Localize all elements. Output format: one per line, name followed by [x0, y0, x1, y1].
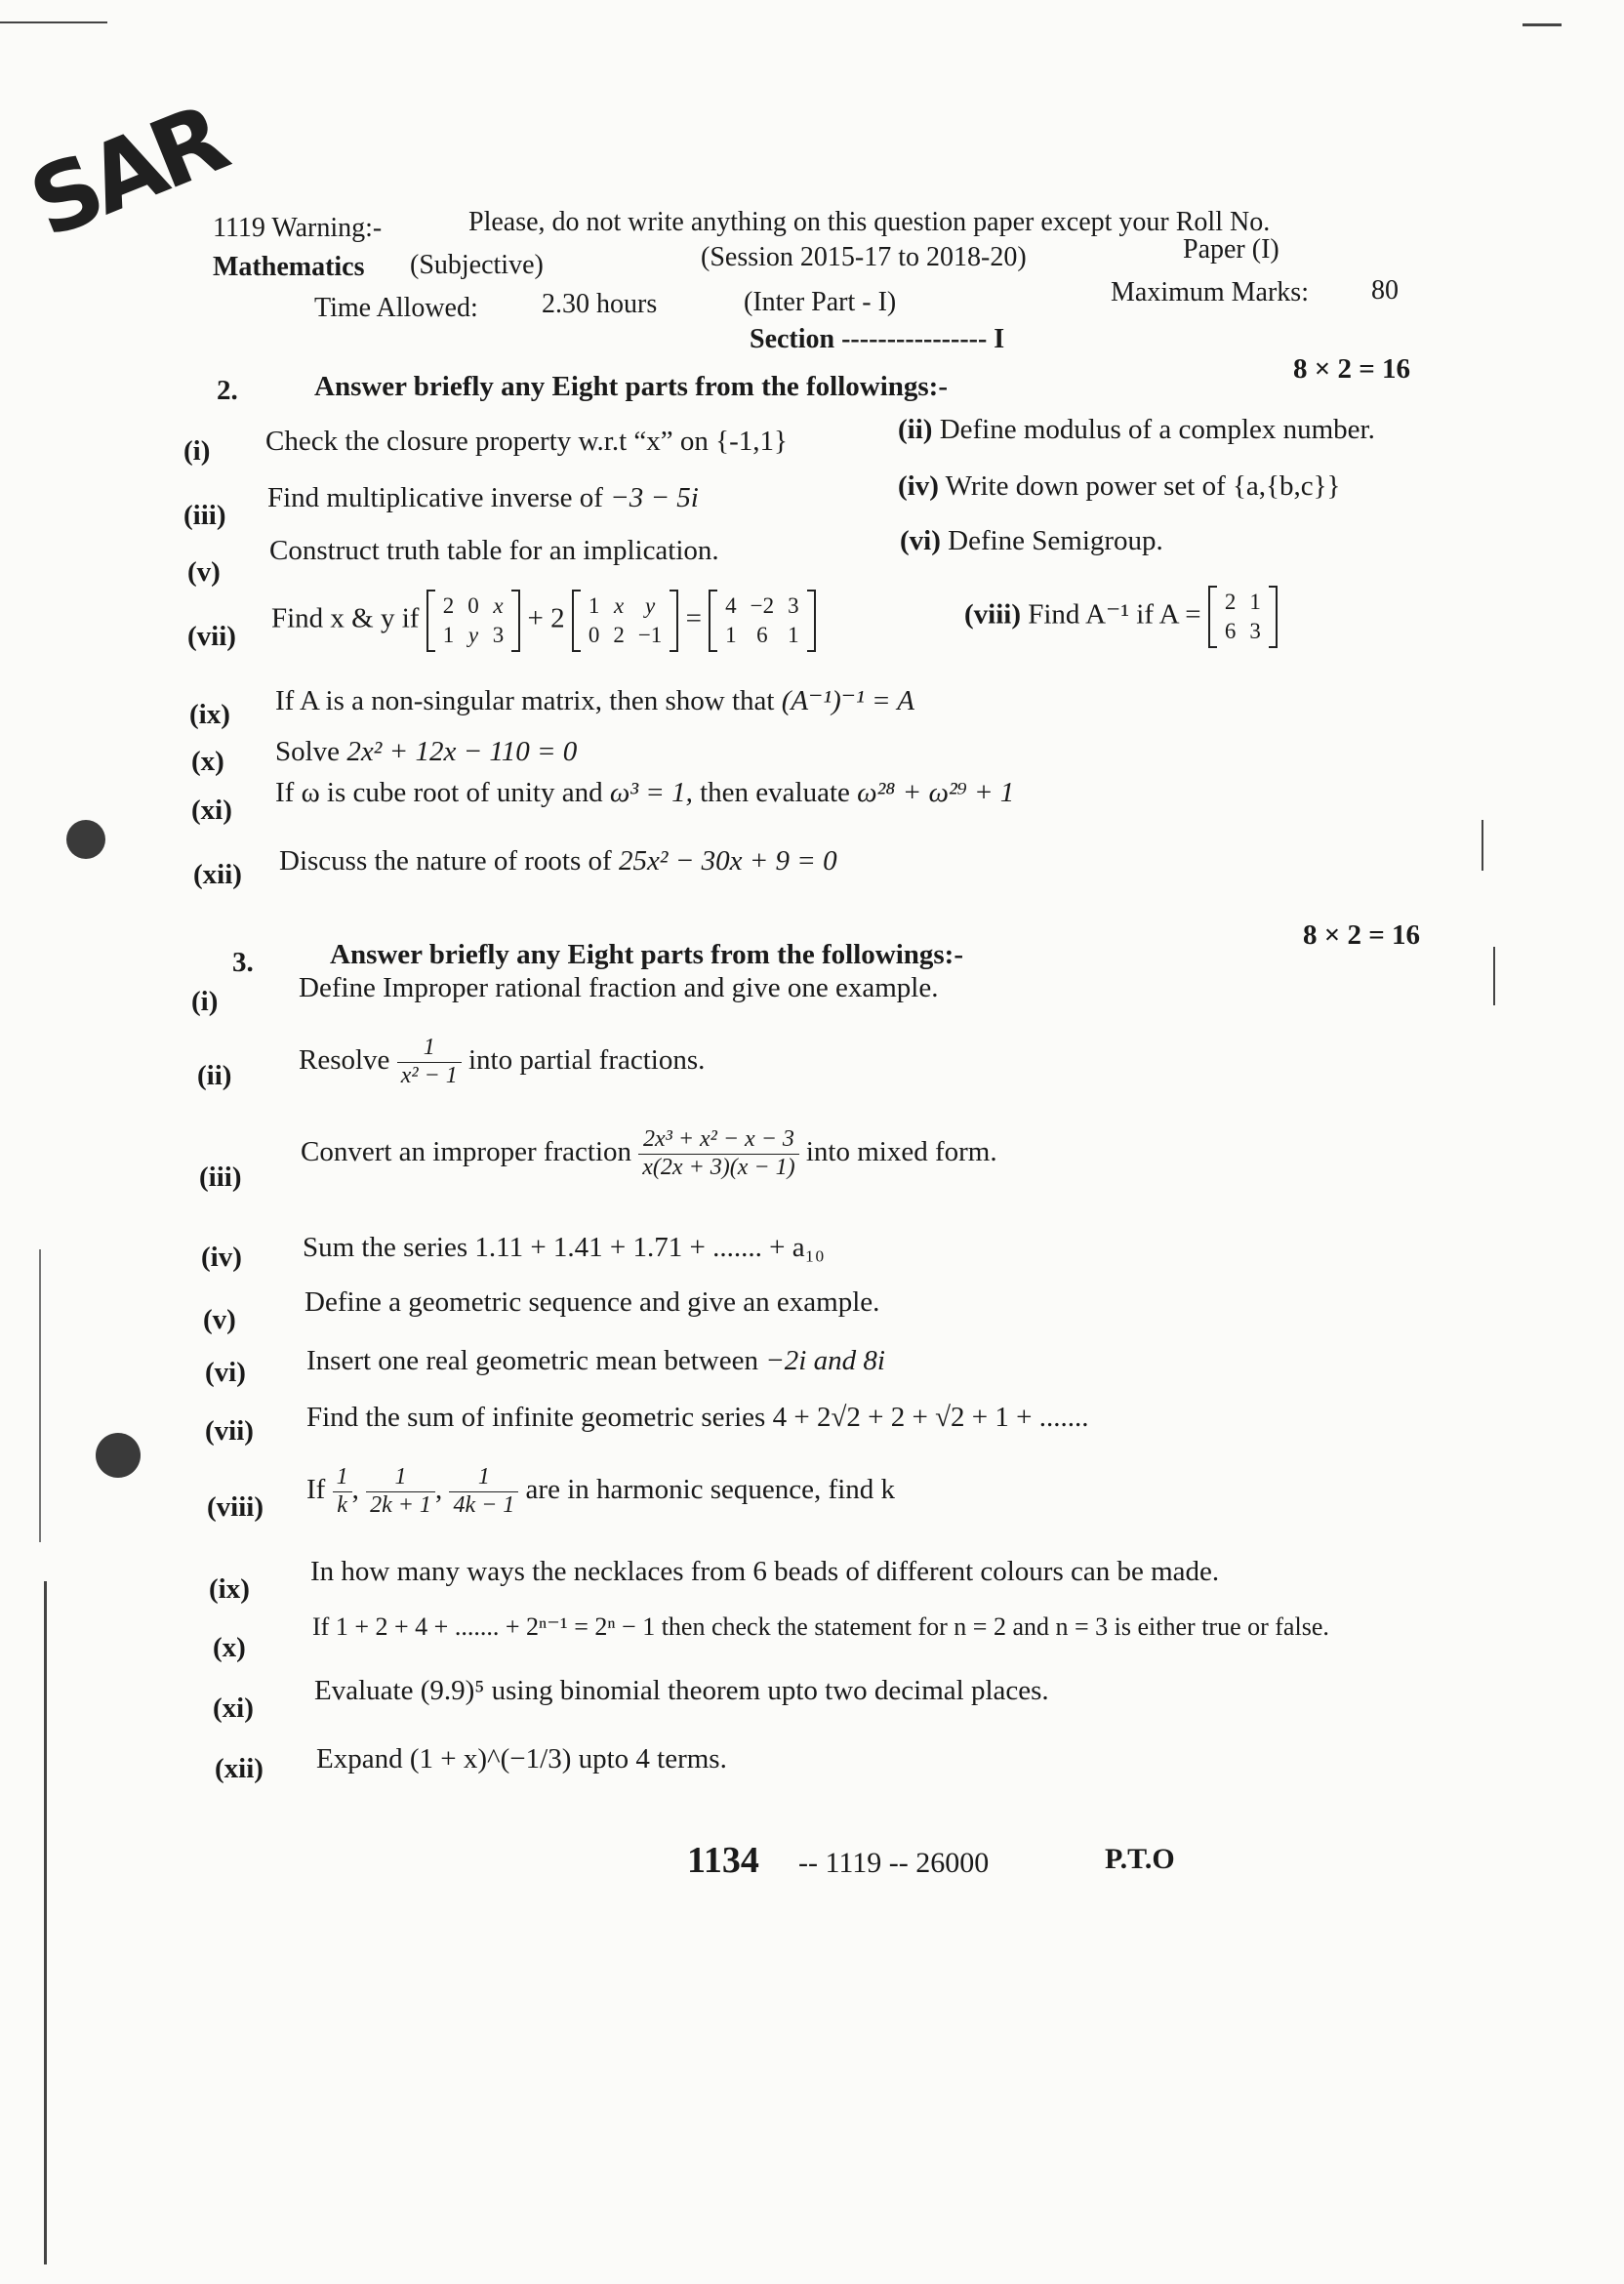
matrix: [426, 590, 521, 652]
question-marks: 8 × 2 = 16: [1303, 919, 1421, 951]
warning-text: Please, do not write anything on this question paper except your Roll No.: [468, 207, 1271, 237]
part-body: Convert an improper fraction: [301, 1135, 632, 1167]
part-text: Construct truth table for an implication.: [269, 535, 719, 566]
paper-number: Paper (I): [1183, 234, 1279, 265]
section-label: Section ---------------- I: [750, 324, 1005, 354]
matrix-cell: 3: [1249, 618, 1261, 643]
numerator: 2x³ + x² − x − 3: [638, 1126, 798, 1155]
part-body: If ω is cube root of unity and: [275, 777, 603, 808]
matrix-cell: 0: [467, 593, 479, 618]
matrix-cell: x: [493, 593, 504, 618]
footer-pto: P.T.O: [1105, 1843, 1175, 1875]
inter-part: (Inter Part - I): [744, 287, 897, 317]
part-label: (v): [203, 1304, 236, 1335]
subject: Mathematics: [213, 252, 365, 282]
part-text: [279, 845, 837, 877]
scan-mark: [1522, 23, 1562, 26]
part-text: If $\frac{1}{k}$ , $\frac{1}{2k + 1}$ , $\frac{1}{4k - 1}$ are in harmonic sequence, find k: [306, 1464, 896, 1518]
matrix-cell: 1: [788, 622, 799, 647]
part-label: (vii): [205, 1415, 254, 1447]
part-label: (x): [191, 746, 224, 777]
part-label: (ii): [898, 414, 933, 445]
scan-mark: [1482, 820, 1483, 871]
part-body: Resolve: [299, 1043, 390, 1076]
question-marks: 8 × 2 = 16: [1293, 353, 1411, 385]
math-expression: 25x² − 30x + 9 = 0: [618, 845, 837, 877]
math-expression: 2x² + 12x − 110 = 0: [346, 736, 578, 767]
math-expression: (1 + x)^(−1/3): [409, 1743, 572, 1774]
math-expression: 4 + 2√2 + 2 + √2 + 1 + .......: [772, 1402, 1089, 1433]
matrix-cell: 4: [725, 593, 737, 618]
part-text: [267, 482, 699, 514]
matrix-cell: 2: [442, 593, 455, 618]
part-body: Define modulus of a complex number.: [939, 414, 1375, 445]
math-expression: (9.9)⁵: [420, 1675, 485, 1706]
question-instruction: Answer briefly any Eight parts from the followings:-: [330, 939, 963, 970]
math-expression: −3 − 5i: [610, 482, 699, 513]
part-body: If: [312, 1612, 330, 1641]
math-expression: ω³ = 1,: [609, 777, 693, 808]
part-text: [900, 525, 1163, 557]
subject-type: (Subjective): [410, 250, 544, 280]
question-instruction: Answer briefly any Eight parts from the followings:-: [314, 371, 948, 402]
max-marks-label: Maximum Marks:: [1111, 277, 1309, 307]
numerator: 1: [333, 1464, 352, 1492]
question-number: 3.: [232, 947, 254, 978]
part-body: Find the sum of infinite geometric series: [306, 1402, 766, 1433]
part-text: [301, 1126, 997, 1181]
part-label: (ix): [189, 699, 230, 730]
matrix-cell: 1: [1249, 590, 1261, 614]
part-text: [898, 414, 1375, 446]
matrix-cell: y: [644, 593, 656, 618]
part-body: If A is a non-singular matrix, then show that: [275, 685, 775, 716]
part-label: (xii): [215, 1753, 264, 1784]
matrix-cell: 2: [613, 622, 625, 647]
part-label: (i): [183, 435, 211, 467]
denominator: x(2x + 3)(x − 1): [642, 1154, 795, 1180]
punch-hole-bottom: [96, 1433, 141, 1478]
fraction: [397, 1035, 462, 1089]
part-text: Define Improper rational fraction and give one example.: [299, 972, 939, 1003]
part-body: into partial fractions.: [467, 1043, 706, 1076]
fraction: [366, 1464, 435, 1519]
numerator: 1: [366, 1464, 435, 1492]
part-text: [314, 1675, 1049, 1707]
part-label: (vii): [187, 621, 236, 652]
math-expression: (A⁻¹)⁻¹ = A: [781, 685, 914, 716]
fraction: [449, 1464, 518, 1519]
matrix-question: [964, 586, 1278, 648]
part-label: (ii): [197, 1060, 232, 1091]
part-body: If: [306, 1473, 326, 1505]
denominator: 4k − 1: [453, 1491, 515, 1518]
part-text: [898, 470, 1340, 503]
matrix-equation: [271, 590, 816, 652]
matrix-cell: −2: [750, 593, 775, 618]
part-text: Define a geometric sequence and give an example.: [304, 1286, 880, 1318]
part-text: [275, 736, 577, 768]
part-label: (iv): [898, 470, 939, 502]
part-text: In how many ways the necklaces from 6 beads of different colours can be made.: [310, 1556, 1220, 1587]
punch-hole-top: [66, 820, 105, 859]
part-text: [275, 683, 914, 717]
matrix-cell: y: [467, 622, 479, 647]
part-text: [299, 1035, 705, 1089]
matrix-cell: 6: [1224, 618, 1237, 643]
part-text: [275, 777, 1014, 809]
denominator: x² − 1: [400, 1062, 458, 1088]
part-label: (vi): [205, 1357, 246, 1388]
part-label: (viii): [207, 1491, 264, 1523]
matrix-cell: 3: [788, 593, 799, 618]
part-body: using binomial theorem upto two decimal places.: [491, 1675, 1049, 1706]
operator: =: [685, 602, 702, 634]
part-body: then evaluate: [700, 777, 850, 808]
scan-line: [0, 21, 107, 23]
math-expression: 1.11 + 1.41 + 1.71 + ....... + a₁₀: [474, 1232, 825, 1263]
operator: + 2: [527, 602, 565, 634]
part-body: then check the statement for n = 2 and n = 3 is either true or false.: [661, 1612, 1329, 1641]
part-label: (vi): [900, 525, 941, 556]
part-body: Sum the series: [303, 1232, 468, 1263]
part-body: Find x & y if: [271, 602, 420, 634]
session: (Session 2015-17 to 2018-20): [701, 242, 1027, 272]
part-label: (xi): [213, 1693, 254, 1724]
part-body: Discuss the nature of roots of: [279, 845, 612, 877]
part-body: Find multiplicative inverse of: [267, 482, 603, 513]
part-label: (iii): [199, 1162, 242, 1193]
matrix-cell: x: [613, 593, 625, 618]
max-marks-value: 80: [1371, 275, 1399, 306]
part-body: are in harmonic sequence, find k: [525, 1473, 896, 1505]
part-body: upto 4 terms.: [578, 1743, 727, 1774]
fraction: [638, 1126, 798, 1181]
time-value: 2.30 hours: [542, 289, 658, 319]
part-body: into mixed form.: [805, 1135, 997, 1167]
part-text: Check the closure property w.r.t “x” on {-1,1}: [265, 426, 788, 457]
part-label: (v): [187, 556, 221, 588]
part-text: [306, 1345, 885, 1377]
part-text: [306, 1402, 1088, 1434]
part-label: (iv): [201, 1242, 242, 1273]
part-body: Find A⁻¹ if A =: [1028, 598, 1201, 631]
part-label: (ix): [209, 1573, 250, 1605]
part-body: Evaluate: [314, 1675, 414, 1706]
matrix: [572, 590, 678, 652]
denominator: k: [337, 1491, 347, 1518]
part-label: (x): [213, 1632, 246, 1663]
part-body: Define Semigroup.: [948, 525, 1163, 556]
part-text: [303, 1232, 825, 1264]
part-label: (viii): [964, 598, 1021, 631]
matrix-cell: 1: [725, 622, 737, 647]
binding-marks: [39, 1249, 41, 1542]
math-expression: −2i and 8i: [765, 1345, 885, 1376]
fraction: [333, 1464, 352, 1519]
numerator: 1: [449, 1464, 518, 1492]
handwritten-scribble: SAR: [16, 84, 238, 260]
part-text: [312, 1612, 1329, 1642]
numerator: 1: [397, 1035, 462, 1063]
part-text: [316, 1743, 727, 1775]
scan-mark: [1493, 947, 1495, 1005]
math-expression: 1 + 2 + 4 + ....... + 2ⁿ⁻¹ = 2ⁿ − 1: [335, 1612, 656, 1641]
part-body: Write down power set of {a,{b,c}}: [945, 470, 1341, 502]
matrix-cell: 2: [1224, 590, 1237, 614]
part-body: Insert one real geometric mean between: [306, 1345, 758, 1376]
footer-ref: -- 1119 -- 26000: [798, 1847, 990, 1879]
part-body: Solve: [275, 736, 341, 767]
matrix: [709, 590, 815, 652]
matrix-cell: 6: [756, 622, 768, 647]
part-label: (xi): [191, 795, 232, 826]
matrix: [1208, 586, 1278, 648]
matrix-cell: 0: [588, 622, 600, 647]
part-label: (iii): [183, 500, 226, 531]
part-body: Expand: [316, 1743, 403, 1774]
footer-code: 1134: [687, 1840, 759, 1881]
matrix-cell: 1: [588, 593, 600, 618]
part-label: (i): [191, 986, 219, 1017]
matrix-cell: 1: [442, 622, 455, 647]
question-number: 2.: [217, 375, 238, 406]
paper-code-warning: 1119 Warning:-: [213, 213, 383, 243]
math-expression: ω²⁸ + ω²⁹ + 1: [857, 777, 1015, 808]
denominator: 2k + 1: [370, 1491, 431, 1518]
part-label: (xii): [193, 859, 242, 890]
time-label: Time Allowed:: [314, 293, 478, 323]
matrix-cell: 3: [492, 622, 505, 647]
binding-line: [44, 1581, 47, 2264]
matrix-cell: −1: [637, 622, 663, 647]
